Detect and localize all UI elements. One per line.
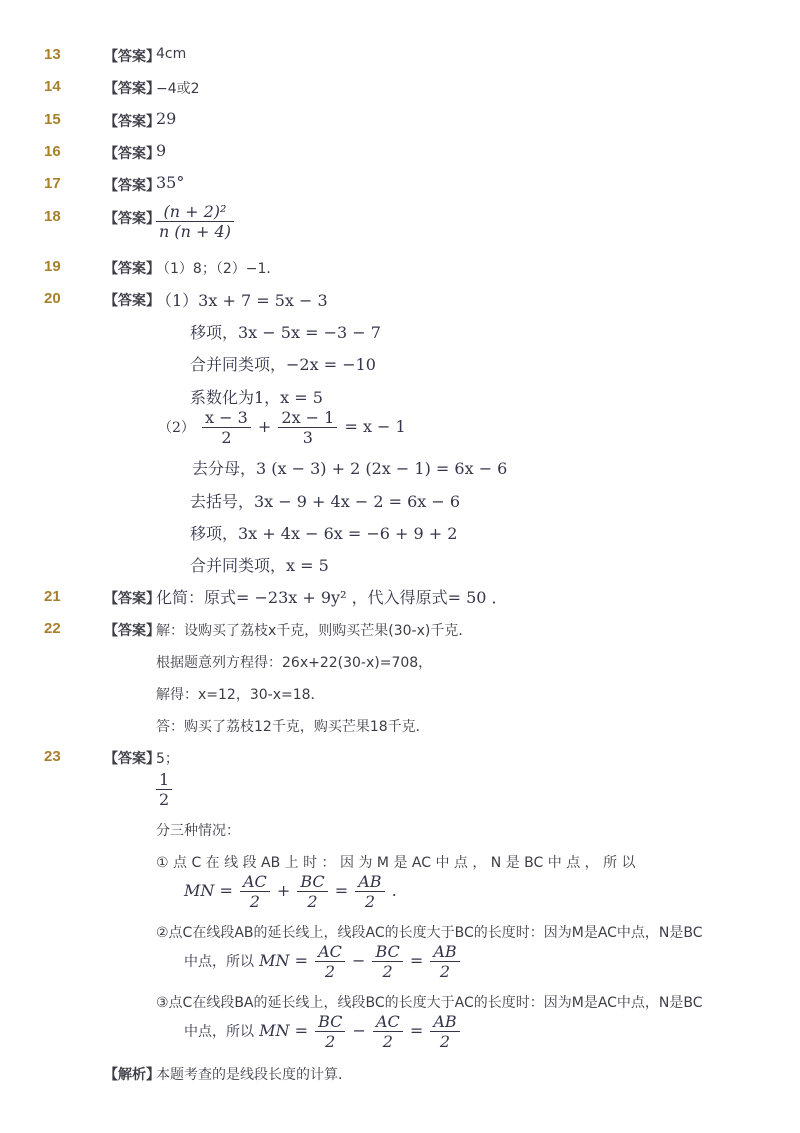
answer-math: 35° — [156, 173, 185, 192]
answer-text: −4或2 — [156, 81, 200, 97]
question-number: 23 — [44, 748, 61, 765]
fraction-denominator: 2 — [249, 892, 260, 911]
equation-rhs: = x − 1 — [344, 417, 406, 436]
formula-lhs: MN = — [184, 881, 233, 900]
answer-tag: 【答案】 — [104, 261, 160, 277]
question-number: 20 — [44, 290, 61, 307]
question-number: 19 — [44, 258, 61, 275]
case2-prefix: 中点，所以 — [184, 954, 254, 970]
case2-formula — [184, 942, 462, 981]
operator: + — [276, 881, 291, 900]
answer-tag: 【答案】 — [104, 293, 160, 309]
fraction-numerator: 1 — [156, 770, 172, 790]
equals-sign: = — [409, 951, 424, 970]
fraction-numerator: BC — [372, 942, 402, 962]
fraction-denominator: 2 — [221, 428, 232, 447]
equals-sign: = — [409, 1021, 424, 1040]
answer-tag: 【答案】 — [104, 591, 160, 607]
half-fraction — [154, 770, 174, 809]
question-number: 15 — [44, 111, 61, 128]
part-label: （2） — [158, 420, 195, 436]
fraction-numerator: 2x − 1 — [278, 408, 337, 428]
solution-line: 根据题意列方程得：26x+22(30-x)=708， — [156, 655, 433, 671]
solution-line: 答：购买了荔枝12千克，购买芒果18千克． — [156, 719, 430, 735]
answer-tag: 【答案】 — [104, 623, 160, 639]
fraction-denominator: 2 — [159, 790, 170, 809]
case1-formula — [184, 872, 397, 911]
answer-text: （1）8；（2）−1． — [156, 261, 281, 277]
equals-sign: = — [334, 881, 349, 900]
answer-tag: 【答案】 — [104, 81, 160, 97]
fraction-numerator: AC — [373, 1012, 403, 1032]
solution-step: 系数化为1，x = 5 — [190, 388, 323, 407]
solution-line: 解：设购买了荔枝x千克，则购买芒果(30-x)千克． — [156, 623, 473, 639]
fraction-denominator: 2 — [382, 962, 393, 981]
fraction-denominator: 2 — [364, 892, 375, 911]
fraction-denominator: 2 — [307, 892, 318, 911]
operator: − — [351, 951, 366, 970]
formula-lhs: MN = — [259, 1021, 308, 1040]
answer-tag: 【答案】 — [104, 114, 160, 130]
period: . — [391, 881, 397, 900]
fraction-denominator: n (n + 4) — [159, 222, 231, 241]
solution-line: （1）3x + 7 = 5x − 3 — [156, 291, 328, 310]
fraction-numerator: BC — [297, 872, 327, 892]
question-number: 22 — [44, 620, 61, 637]
case2-text: ②点C在线段AB的延长线上，线段AC的长度大于BC的长度时：因为M是AC中点，N是BC — [156, 925, 703, 941]
solution-step: 合并同类项，x = 5 — [190, 556, 329, 575]
analysis-text: 本题考查的是线段长度的计算． — [156, 1067, 352, 1083]
question-number: 13 — [44, 46, 61, 63]
answer-math: 9 — [156, 141, 167, 160]
fraction-denominator: 2 — [439, 962, 451, 981]
answer-text: 5； — [156, 751, 179, 767]
plus-sign: + — [257, 417, 272, 436]
solution-line: 解得：x=12，30-x=18． — [156, 687, 325, 703]
fraction-numerator: AB — [430, 942, 459, 962]
question-number: 18 — [44, 208, 61, 225]
question-number: 17 — [44, 175, 61, 192]
answer-tag: 【答案】 — [104, 211, 160, 227]
fraction-numerator: x − 3 — [202, 408, 251, 428]
answer-tag: 【答案】 — [104, 146, 160, 162]
answer-tag: 【答案】 — [104, 178, 160, 194]
operator: − — [352, 1021, 366, 1040]
question-number: 16 — [44, 143, 61, 160]
fraction-numerator: BC — [315, 1012, 345, 1032]
question-number: 21 — [44, 588, 61, 605]
fraction-denominator: 2 — [439, 1032, 451, 1051]
fraction-numerator: AB — [355, 872, 384, 892]
case3-text: ③点C在线段BA的延长线上，线段BC的长度大于AC的长度时：因为M是AC中点，N是BC — [156, 995, 703, 1011]
answer-fraction — [154, 202, 236, 241]
solution-step: 去括号，3x − 9 + 4x − 2 = 6x − 6 — [190, 492, 461, 511]
answer-text: 4cm — [156, 46, 187, 62]
fraction-numerator: AB — [430, 1012, 459, 1032]
fraction-denominator: 2 — [324, 962, 336, 981]
fraction-denominator: 2 — [325, 1032, 336, 1051]
case1-text: ① 点 C 在 线 段 AB 上 时 ： 因 为 M 是 AC 中 点 ， N 是 BC 中 点 ， 所 以 — [156, 855, 636, 871]
answer-math: 29 — [156, 109, 177, 128]
cases-intro: 分三种情况： — [156, 823, 240, 839]
case3-prefix: 中点，所以 — [184, 1024, 254, 1040]
formula-lhs: MN = — [259, 951, 308, 970]
answer-tag: 【答案】 — [104, 751, 160, 767]
solution-step: 合并同类项，−2x = −10 — [190, 355, 376, 374]
question-number: 14 — [44, 78, 61, 95]
fraction-numerator: AC — [315, 942, 345, 962]
analysis-tag: 【解析】 — [104, 1067, 160, 1083]
answer-tag: 【答案】 — [104, 49, 160, 65]
fraction-denominator: 3 — [302, 428, 313, 447]
answer-text: 化简：原式= −23x + 9y² ，代入得原式= 50 ． — [156, 588, 508, 607]
solution-step: 去分母，3 (x − 3) + 2 (2x − 1) = 6x − 6 — [192, 459, 508, 478]
part2-equation — [158, 408, 406, 447]
fraction-numerator: (n + 2)² — [156, 202, 234, 222]
fraction-numerator: AC — [240, 872, 270, 892]
case3-formula — [184, 1012, 462, 1051]
fraction-denominator: 2 — [382, 1032, 393, 1051]
solution-step: 移项，3x − 5x = −3 − 7 — [190, 323, 381, 342]
solution-step: 移项，3x + 4x − 6x = −6 + 9 + 2 — [190, 524, 458, 543]
